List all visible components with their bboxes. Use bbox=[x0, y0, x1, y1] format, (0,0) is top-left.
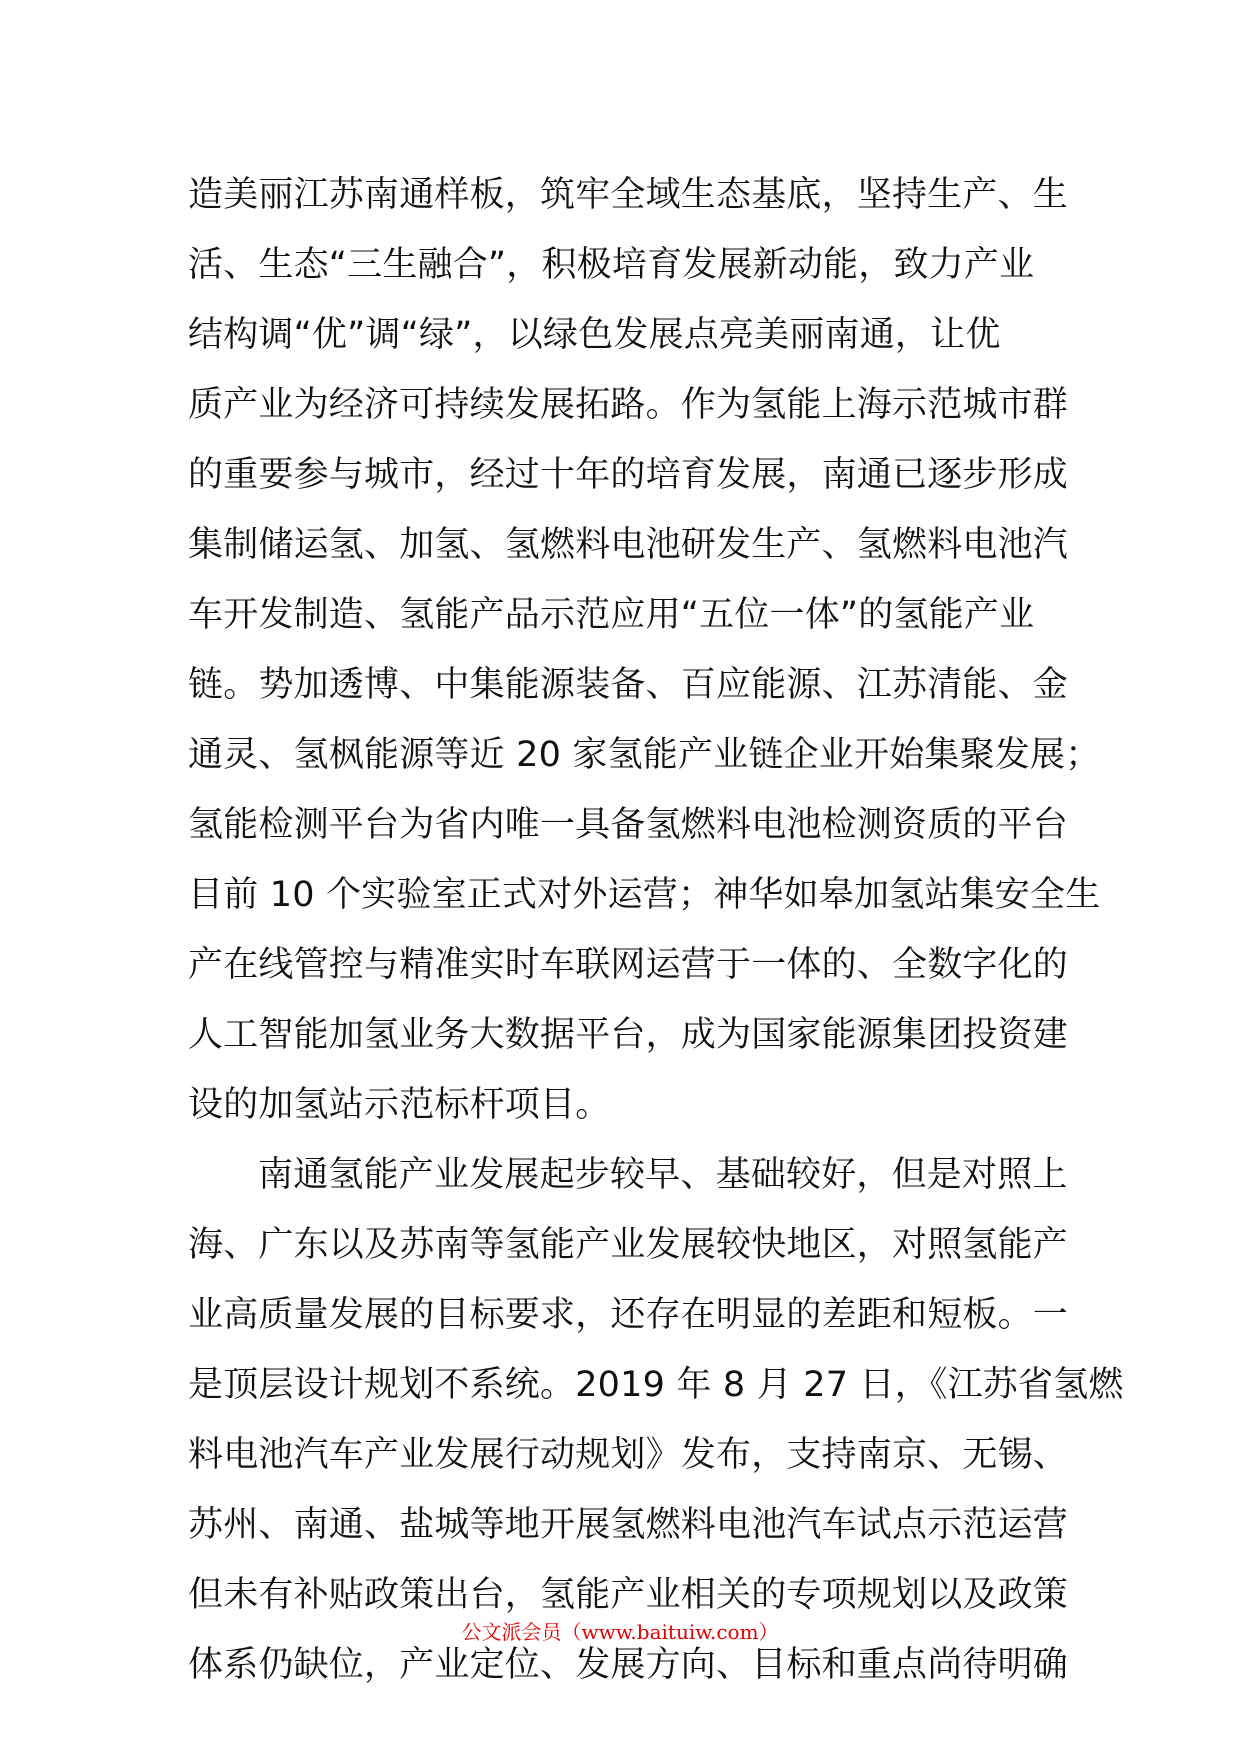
text-line: 车开发制造、氢能产品示范应用“五位一体”的氢能产业 bbox=[188, 595, 1035, 635]
text-line: 结构调“优”调“绿”，以绿色发展点亮美丽南通，让优 bbox=[188, 315, 1001, 355]
paragraph-first-line: 南通氢能产业发展起步较早、基础较好，但是对照上 bbox=[258, 1155, 1068, 1195]
text-line: 业高质量发展的目标要求，还存在明显的差距和短板。一 bbox=[188, 1295, 1069, 1335]
text-line: 设的加氢站示范标杆项目。 bbox=[188, 1085, 611, 1125]
text-line: 产在线管控与精准实时车联网运营于一体的、全数字化的 bbox=[188, 945, 1069, 985]
text-line: 链。势加透博、中集能源装备、百应能源、江苏清能、金 bbox=[188, 665, 1069, 705]
text-line: 人工智能加氢业务大数据平台，成为国家能源集团投资建 bbox=[188, 1015, 1069, 1055]
text-line: 通灵、氢枫能源等近 20 家氢能产业链企业开始集聚发展； bbox=[188, 735, 1101, 775]
text-line: 集制储运氢、加氢、氢燃料电池研发生产、氢燃料电池汽 bbox=[188, 525, 1069, 565]
text-line: 苏州、南通、盐城等地开展氢燃料电池汽车试点示范运营 bbox=[188, 1505, 1069, 1545]
text-line: 料电池汽车产业发展行动规划》发布，支持南京、无锡、 bbox=[188, 1435, 1069, 1475]
text-line: 是顶层设计规划不系统。2019 年 8 月 27 日，《江苏省氢燃 bbox=[188, 1365, 1124, 1405]
text-line: 质产业为经济可持续发展拓路。作为氢能上海示范城市群 bbox=[188, 385, 1069, 425]
text-line: 氢能检测平台为省内唯一具备氢燃料电池检测资质的平台 bbox=[188, 805, 1069, 845]
text-line: 造美丽江苏南通样板，筑牢全域生态基底，坚持生产、生 bbox=[188, 175, 1069, 215]
text-line: 活、生态“三生融合”，积极培育发展新动能，致力产业 bbox=[188, 245, 1035, 285]
text-line: 但未有补贴政策出台，氢能产业相关的专项规划以及政策 bbox=[188, 1575, 1069, 1615]
text-line: 目前 10 个实验室正式对外运营；神华如皋加氢站集安全生 bbox=[188, 875, 1101, 915]
text-line: 的重要参与城市，经过十年的培育发展，南通已逐步形成 bbox=[188, 455, 1069, 495]
document-body bbox=[188, 160, 1124, 1700]
text-line: 体系仍缺位，产业定位、发展方向、目标和重点尚待明确 bbox=[188, 1645, 1069, 1685]
footer-watermark: 公文派会员（www.baituiw.com） bbox=[461, 1620, 779, 1644]
text-line: 海、广东以及苏南等氢能产业发展较快地区，对照氢能产 bbox=[188, 1225, 1069, 1265]
